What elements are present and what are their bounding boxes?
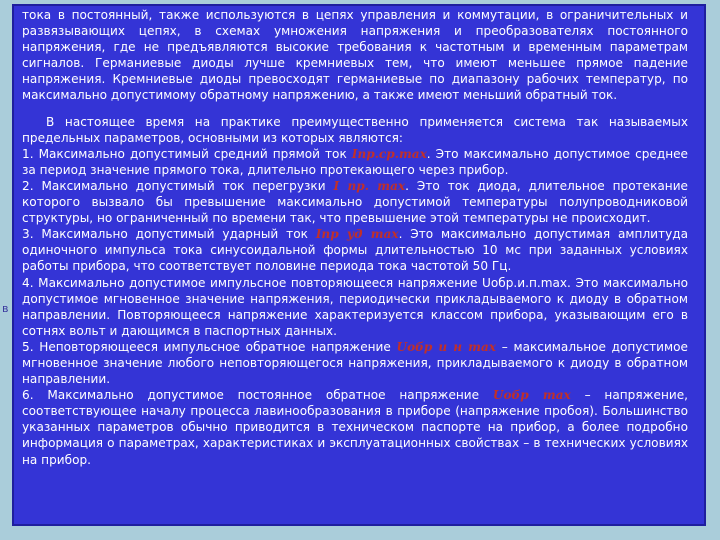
- item-6-desc: – напряжение, соответствующее началу процесса лавинообразования в приборе (напряжение пробоя). Большинство указанных параметров обычно приводится в техническом паспорте на прибор, а более подробно информация о параметрах, характеристиках и эксплуатационных свойствах – в технических условиях на прибор.: [22, 388, 688, 467]
- item-1: [22, 146, 688, 178]
- item-1-desc: . Это максимально допустимое среднее за период значение прямого тока, длительно протекающего через прибор.: [22, 146, 688, 177]
- item-2-desc: . Это ток диода, длительное протекание которого вызвало бы превышение максимально допустимой температуры полупроводниковой структуры, но ограниченный по времени так, что превышение этой температуры не происходит.: [22, 178, 688, 226]
- slide-text: [22, 7, 688, 468]
- side-mark: в: [2, 302, 9, 315]
- item-2-text: 2. Максимально допустимый ток перегрузки: [22, 178, 334, 193]
- item-2: [22, 178, 688, 226]
- item-6-symbol: Uобр max: [492, 388, 571, 403]
- item-2-symbol: I пр. max: [333, 178, 406, 193]
- item-6: [22, 387, 688, 467]
- item-1-symbol: Iпр.ср.max: [351, 146, 427, 161]
- item-5: [22, 339, 688, 387]
- item-3: [22, 226, 688, 274]
- item-6-text: 6. Максимально допустимое постоянное обратное напряжение: [22, 388, 493, 403]
- lead-paragraph: В настоящее время на практике преимущественно применяется система так называемых предельных параметров, основными из которых являются:: [22, 114, 688, 145]
- item-4-text: 4. Максимально допустимое импульсное повторяющееся напряжение Uобр.и.п.max. Это максимально допустимое мгновенное значение напряжения, периодически прикладываемого к диоду в обратном направлении. Повторяющееся напряжение характеризуется классом прибора, указывающим его в сотнях вольт и дающимся в паспортных данных.: [22, 275, 688, 338]
- item-5-text: 5. Неповторяющееся импульсное обратное напряжение: [22, 339, 397, 354]
- item-1-text: 1. Максимально допустимый средний прямой ток: [22, 146, 352, 161]
- item-4: [22, 275, 688, 339]
- item-3-symbol: Iпр уд max: [315, 227, 399, 242]
- item-3-text: 3. Максимально допустимый ударный ток: [22, 227, 316, 242]
- item-5-symbol: Uобр и н max: [396, 339, 497, 354]
- item-5-desc: – максимальное допустимое мгновенное значение любого неповторяющегося напряжения, прикладываемого к диоду в обратном направлении.: [22, 339, 688, 387]
- item-3-desc: . Это максимально допустимая амплитуда одиночного импульса тока синусоидальной формы длительностью 10 мс при заданных условиях работы прибора, что соответствует половине периода тока частотой 50 Гц.: [22, 227, 689, 274]
- intro-paragraph: тока в постоянный, также используются в цепях управления и коммутации, в ограничительных и развязывающих цепях, в схемах умножения напряжения и преобразователях постоянного напряжения, где не предъявляются высокие требования к частотным и временным параметрам сигналов. Германиевые диоды лучше кремниевых тем, что имеют меньшее прямое падение напряжения. Кремниевые диоды превосходят германиевые по диапазону рабочих температур, по максимально допустимому обратному напряжению, а также имеют меньший обратный ток.: [22, 8, 688, 103]
